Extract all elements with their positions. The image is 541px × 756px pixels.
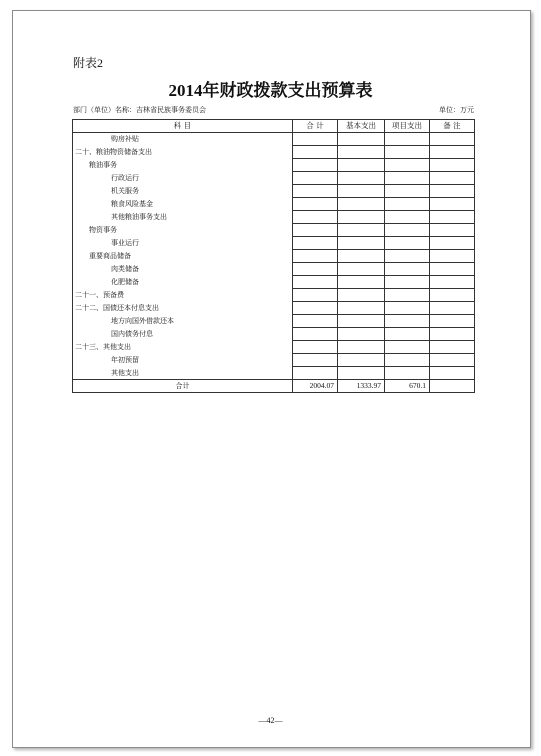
row-subject: 二十、粮油物资储备支出 — [73, 146, 293, 159]
row-project — [385, 133, 430, 146]
row-note — [430, 302, 475, 315]
row-subject: 购房补贴 — [73, 133, 293, 146]
budget-table — [72, 119, 475, 393]
row-total — [293, 224, 338, 237]
row-subject: 行政运行 — [73, 172, 293, 185]
row-total — [293, 302, 338, 315]
unit-label: 单位：万元 — [439, 106, 474, 114]
row-total — [293, 211, 338, 224]
header-basic: 基本支出 — [338, 120, 385, 133]
page-number: —42— — [258, 716, 283, 725]
row-total — [293, 367, 338, 380]
table-row — [73, 289, 475, 302]
row-project — [385, 250, 430, 263]
row-subject: 其他支出 — [73, 367, 293, 380]
row-basic — [338, 237, 385, 250]
row-project — [385, 237, 430, 250]
total-label: 合计 — [73, 380, 293, 393]
row-project — [385, 172, 430, 185]
row-basic — [338, 354, 385, 367]
table-row — [73, 315, 475, 328]
row-total — [293, 276, 338, 289]
row-project — [385, 302, 430, 315]
department-name: 部门（单位）名称：吉林省民族事务委员会 — [73, 106, 206, 114]
annex-label: 附表2 — [73, 56, 104, 70]
row-basic — [338, 185, 385, 198]
table-row — [73, 341, 475, 354]
row-project — [385, 341, 430, 354]
row-project — [385, 198, 430, 211]
table-row — [73, 237, 475, 250]
table-header-row — [73, 120, 475, 133]
row-subject: 二十三、其他支出 — [73, 341, 293, 354]
total-basic: 1333.97 — [338, 380, 385, 393]
row-project — [385, 211, 430, 224]
row-note — [430, 276, 475, 289]
row-total — [293, 198, 338, 211]
total-row — [73, 380, 475, 393]
table-row — [73, 159, 475, 172]
row-subject: 重要商品储备 — [73, 250, 293, 263]
row-project — [385, 224, 430, 237]
row-total — [293, 341, 338, 354]
table-row — [73, 198, 475, 211]
row-basic — [338, 172, 385, 185]
table-row — [73, 133, 475, 146]
row-total — [293, 146, 338, 159]
row-note — [430, 133, 475, 146]
row-basic — [338, 276, 385, 289]
page-title: 2014年财政拨款支出预算表 — [168, 81, 373, 100]
row-project — [385, 354, 430, 367]
row-total — [293, 263, 338, 276]
row-basic — [338, 133, 385, 146]
row-note — [430, 224, 475, 237]
row-note — [430, 315, 475, 328]
row-project — [385, 185, 430, 198]
row-note — [430, 146, 475, 159]
row-subject: 国内债务付息 — [73, 328, 293, 341]
row-basic — [338, 302, 385, 315]
row-total — [293, 354, 338, 367]
header-project: 项目支出 — [385, 120, 430, 133]
row-project — [385, 276, 430, 289]
row-note — [430, 354, 475, 367]
row-subject: 地方向国外借款还本 — [73, 315, 293, 328]
total-project: 670.1 — [385, 380, 430, 393]
row-subject: 二十二、国债还本付息支出 — [73, 302, 293, 315]
row-basic — [338, 367, 385, 380]
row-total — [293, 185, 338, 198]
row-basic — [338, 159, 385, 172]
table-row — [73, 146, 475, 159]
row-total — [293, 172, 338, 185]
row-total — [293, 289, 338, 302]
row-subject: 粮食风险基金 — [73, 198, 293, 211]
row-project — [385, 367, 430, 380]
table-row — [73, 328, 475, 341]
header-total: 合 计 — [293, 120, 338, 133]
table-row — [73, 276, 475, 289]
table-row — [73, 302, 475, 315]
table-row — [73, 263, 475, 276]
header-subject: 科 目 — [73, 120, 293, 133]
row-total — [293, 133, 338, 146]
table-row — [73, 172, 475, 185]
total-sum: 2004.07 — [293, 380, 338, 393]
row-subject: 其他粮油事务支出 — [73, 211, 293, 224]
row-project — [385, 289, 430, 302]
row-subject: 机关服务 — [73, 185, 293, 198]
table-row — [73, 354, 475, 367]
row-note — [430, 367, 475, 380]
row-note — [430, 159, 475, 172]
row-basic — [338, 328, 385, 341]
row-total — [293, 328, 338, 341]
row-note — [430, 328, 475, 341]
row-subject: 物资事务 — [73, 224, 293, 237]
row-basic — [338, 146, 385, 159]
table-row — [73, 367, 475, 380]
table-row — [73, 250, 475, 263]
row-basic — [338, 224, 385, 237]
row-basic — [338, 315, 385, 328]
row-note — [430, 185, 475, 198]
row-note — [430, 250, 475, 263]
row-note — [430, 237, 475, 250]
row-note — [430, 263, 475, 276]
table-row — [73, 224, 475, 237]
row-subject: 二十一、预备费 — [73, 289, 293, 302]
row-basic — [338, 341, 385, 354]
row-project — [385, 146, 430, 159]
row-total — [293, 250, 338, 263]
row-note — [430, 211, 475, 224]
department-line — [73, 105, 474, 115]
row-subject: 化肥储备 — [73, 276, 293, 289]
row-subject: 事业运行 — [73, 237, 293, 250]
row-basic — [338, 263, 385, 276]
row-note — [430, 198, 475, 211]
header-note: 备 注 — [430, 120, 475, 133]
row-note — [430, 172, 475, 185]
row-total — [293, 315, 338, 328]
row-basic — [338, 289, 385, 302]
row-note — [430, 341, 475, 354]
row-project — [385, 159, 430, 172]
row-basic — [338, 250, 385, 263]
row-note — [430, 289, 475, 302]
table-row — [73, 185, 475, 198]
row-project — [385, 328, 430, 341]
row-basic — [338, 198, 385, 211]
row-total — [293, 159, 338, 172]
row-subject: 肉类储备 — [73, 263, 293, 276]
row-basic — [338, 211, 385, 224]
row-subject: 年初预留 — [73, 354, 293, 367]
total-note — [430, 380, 475, 393]
row-project — [385, 263, 430, 276]
row-total — [293, 237, 338, 250]
table-row — [73, 211, 475, 224]
row-project — [385, 315, 430, 328]
row-subject: 粮油事务 — [73, 159, 293, 172]
table-body — [73, 133, 475, 380]
